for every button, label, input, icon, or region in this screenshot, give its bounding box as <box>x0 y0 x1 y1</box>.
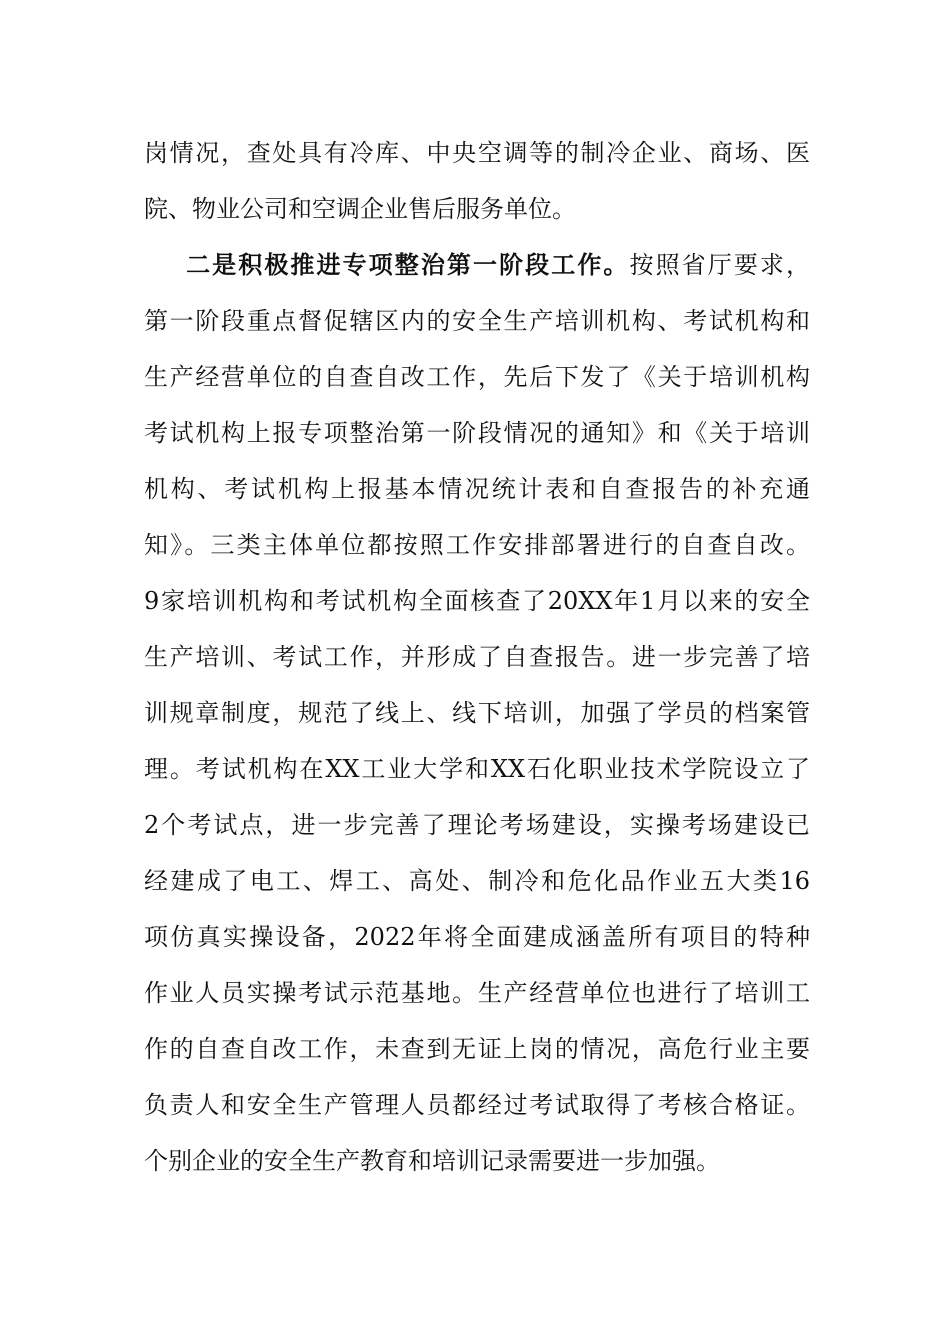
paragraph-line: 知》。三类主体单位都按照工作安排部署进行的自查自改。 <box>144 531 810 559</box>
paragraph-line: 生产培训、考试工作，并形成了自查报告。进一步完善了培 <box>144 643 810 671</box>
paragraph-line: 2个考试点，进一步完善了理论考场建设，实操考场建设已 <box>144 811 810 839</box>
paragraph-line: 院、物业公司和空调企业售后服务单位。 <box>144 195 576 223</box>
paragraph-line: 负责人和安全生产管理人员都经过考试取得了考核合格证。 <box>144 1091 810 1119</box>
section-heading: 二是积极推进专项整治第一阶段工作。 <box>184 250 630 279</box>
paragraph-line: 第一阶段重点督促辖区内的安全生产培训机构、考试机构和 <box>144 307 810 335</box>
paragraph-line: 生产经营单位的自查自改工作，先后下发了《关于培训机构 <box>144 363 810 391</box>
paragraph-line: 9家培训机构和考试机构全面核查了20XX年1月以来的安全 <box>144 587 810 615</box>
paragraph-line: 作的自查自改工作，未查到无证上岗的情况，高危行业主要 <box>144 1035 810 1063</box>
paragraph-line: 岗情况，查处具有冷库、中央空调等的制冷企业、商场、医 <box>144 139 810 167</box>
paragraph-line <box>144 237 810 293</box>
paragraph-line: 个别企业的安全生产教育和培训记录需要进一步加强。 <box>144 1147 720 1175</box>
paragraph-line: 机构、考试机构上报基本情况统计表和自查报告的补充通 <box>144 475 810 503</box>
paragraph-line: 训规章制度，规范了线上、线下培训，加强了学员的档案管 <box>144 699 810 727</box>
paragraph-text: 按照省厅要求， <box>629 251 810 279</box>
paragraph-line: 作业人员实操考试示范基地。生产经营单位也进行了培训工 <box>144 979 810 1007</box>
paragraph-line: 经建成了电工、焊工、高处、制冷和危化品作业五大类16 <box>144 867 810 895</box>
paragraph-line: 项仿真实操设备，2022年将全面建成涵盖所有项目的特种 <box>144 923 810 951</box>
paragraph-line: 考试机构上报专项整治第一阶段情况的通知》和《关于培训 <box>144 419 810 447</box>
paragraph-line: 理。考试机构在XX工业大学和XX石化职业技术学院设立了 <box>144 755 810 783</box>
